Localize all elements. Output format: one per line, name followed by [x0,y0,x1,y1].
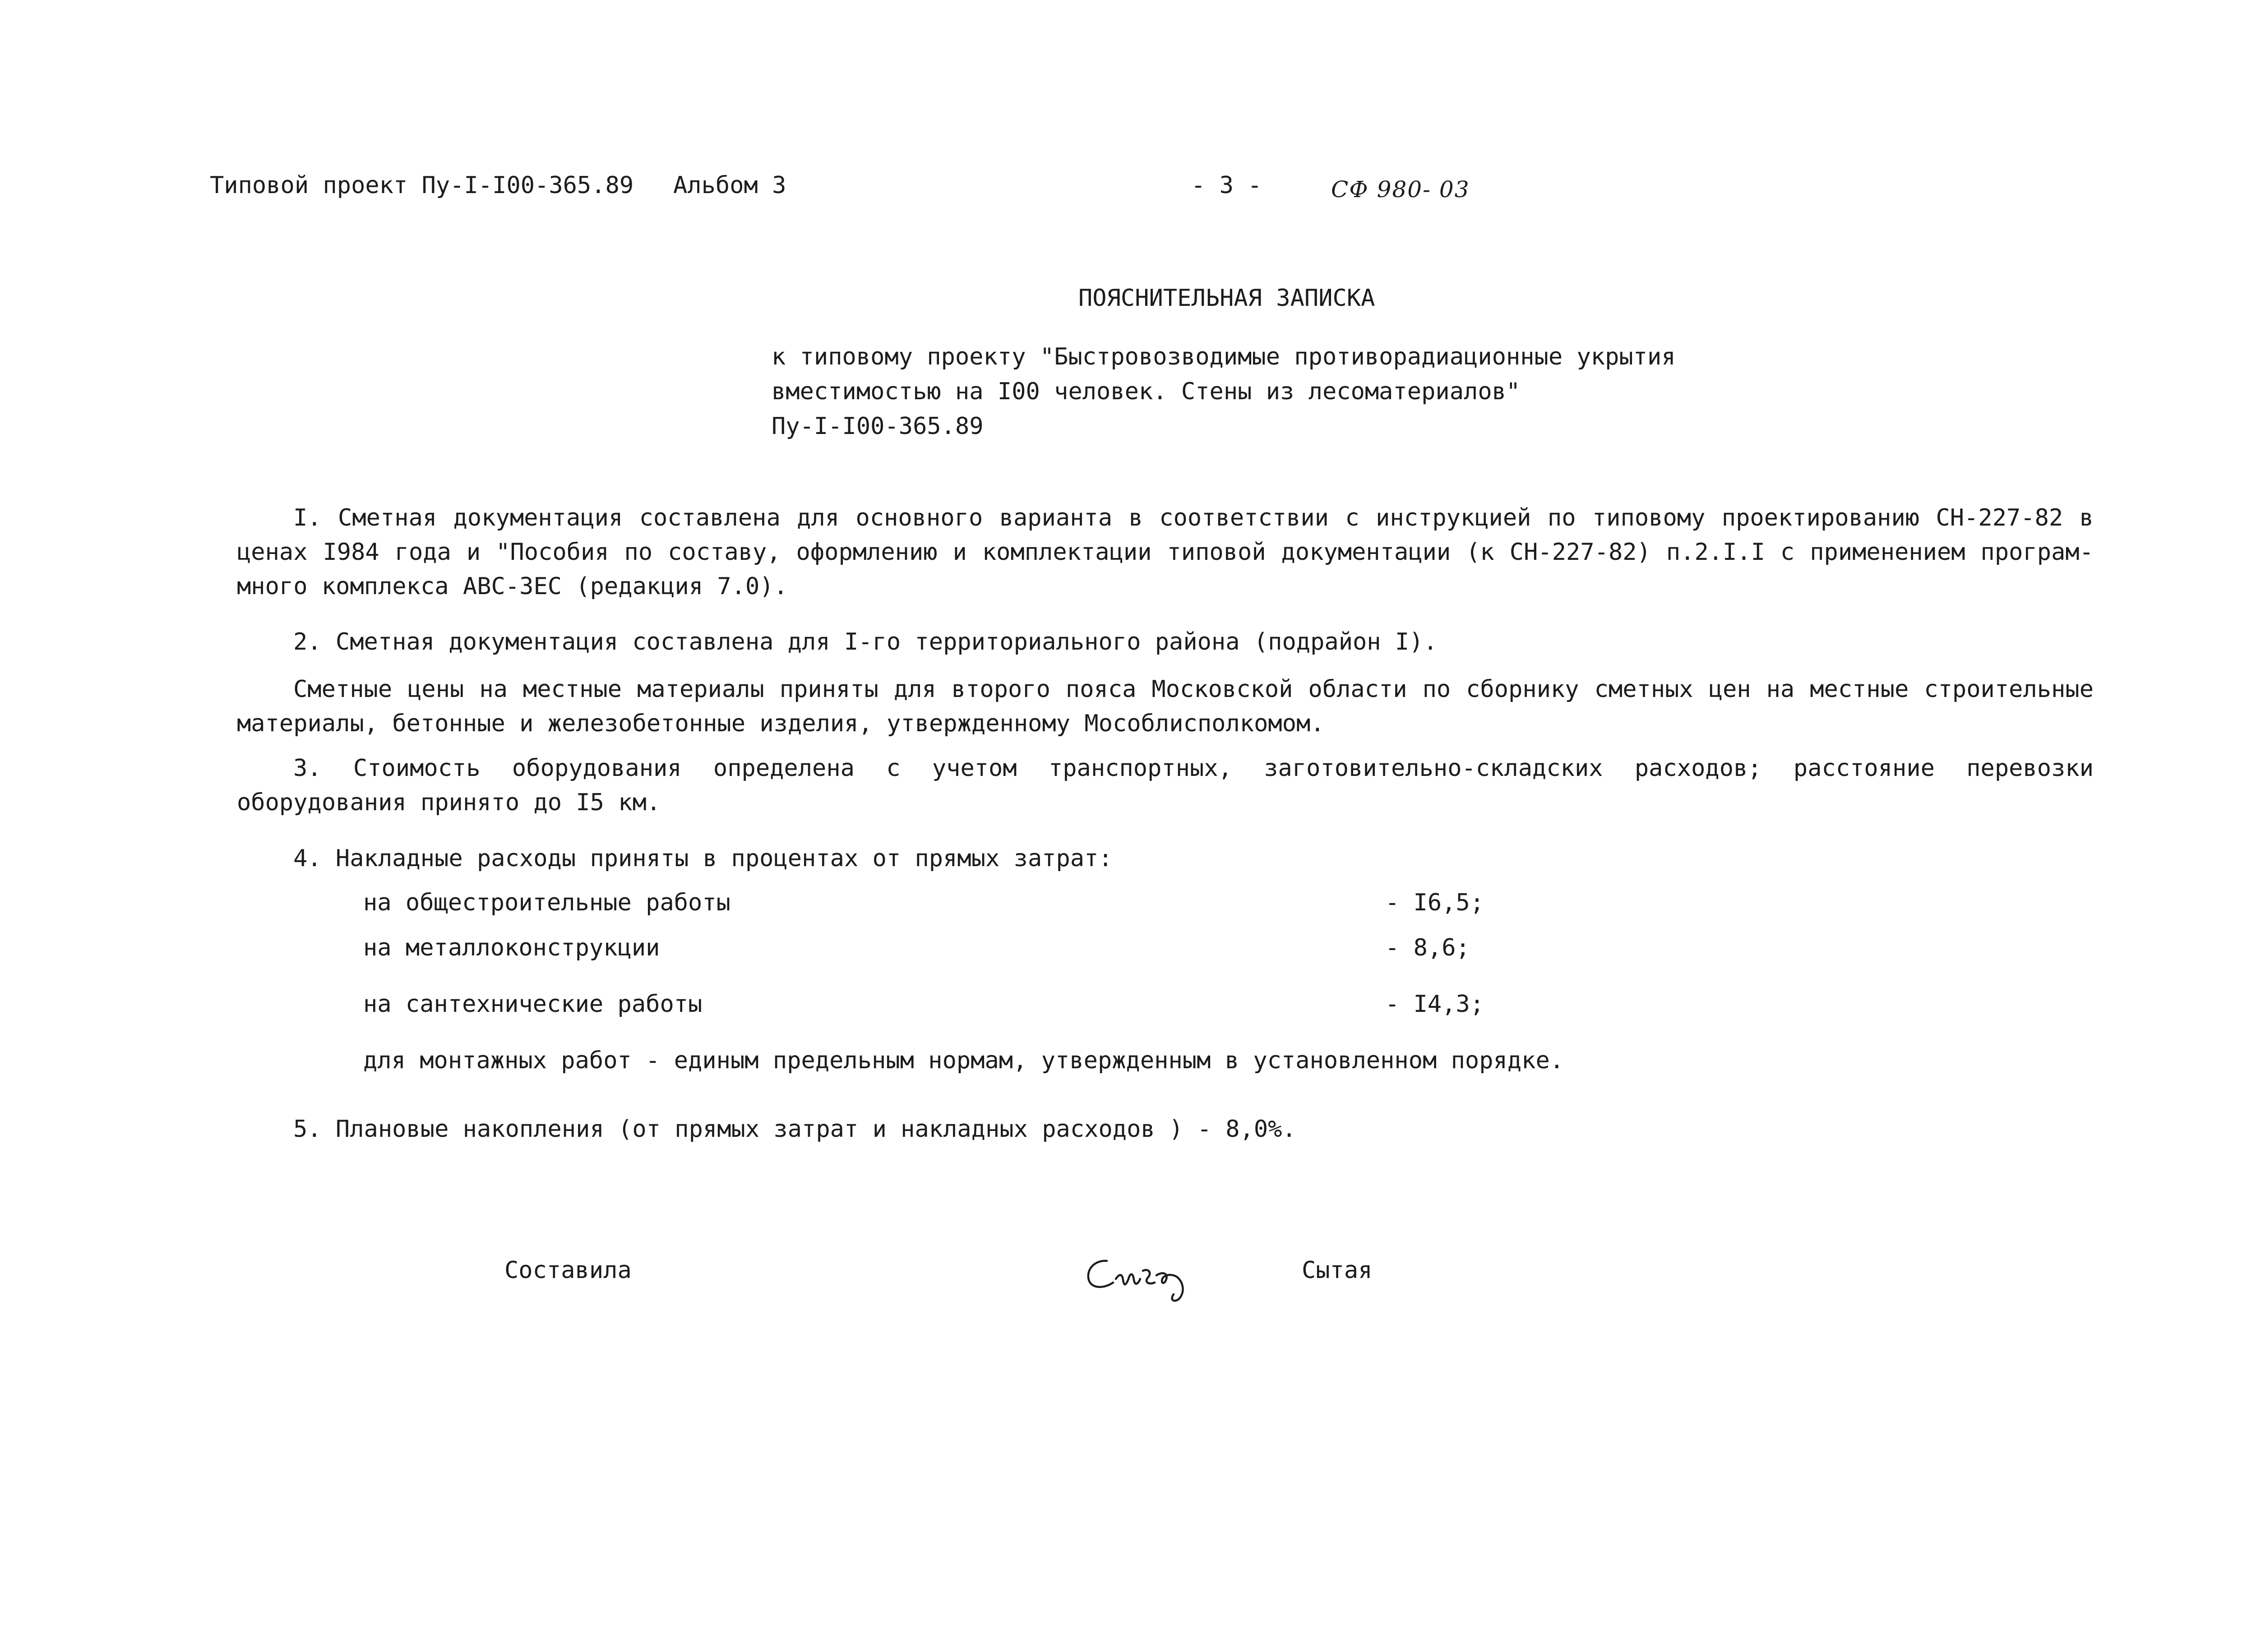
subtitle-line-1: к типовому проекту "Быстровозводимые противорадиационные укрытия [772,343,1676,370]
rate-label-plumbing: на сантехнические работы [363,991,703,1018]
installation-note: для монтажных работ - единым предельным нормам, утвержденным в установленном порядке. [363,1047,1564,1074]
handwritten-code: СФ 980- 03 [1331,176,1470,203]
page-number: - 3 - [1191,172,1262,199]
signature-image [1081,1247,1209,1306]
subtitle-line-3: Пу-I-I00-365.89 [772,413,984,440]
rate-value-general: - I6,5; [1385,889,1484,916]
paragraph-4-intro: 4. Накладные расходы приняты в процентах от прямых затрат: [293,845,1113,872]
rate-value-metal: - 8,6; [1385,934,1470,961]
paragraph-1: I. Сметная документация составлена для основного варианта в соответствии с инструкцией по типовому проектированию СН-227-82 в ценах I984 года и "Пособия по составу, оформлению и комплектации типовой документации (к СН-227-82) п.2.I.I с применением програм-много комплекса АВС-3ЕС (редакция 7.0). [237,504,2094,600]
paragraph-2-prices: Сметные цены на местные материалы приняты для второго пояса Московской области по сборнику сметных цен на местные строительные материалы, бетонные и железобетонные изделия, утвержденному Мособлисполкомом. [237,676,2094,737]
paragraph-2: 2. Сметная документация составлена для I-го территориального района (подрайон I). [293,628,1438,655]
project-reference: Типовой проект Пу-I-I00-365.89 [210,172,634,199]
album-label: Альбом 3 [673,172,786,199]
subtitle-line-2: вместимостью на I00 человек. Стены из лесоматериалов" [772,378,1521,405]
compiler-name: Сытая [1302,1257,1373,1284]
document-heading: ПОЯСНИТЕЛЬНАЯ ЗАПИСКА [1078,285,1375,312]
rate-label-metal: на металлоконструкции [363,934,660,961]
compiled-by-label: Составила [504,1257,632,1284]
paragraph-3: 3. Стоимость оборудования определена с учетом транспортных, заготовительно-складских расходов; расстояние перевозки оборудования принято до I5 км. [237,755,2094,816]
paragraph-5: 5. Плановые накопления (от прямых затрат и накладных расходов ) - 8,0%. [293,1116,1296,1143]
rate-label-general: на общестроительные работы [363,889,730,916]
rate-value-plumbing: - I4,3; [1385,991,1484,1018]
